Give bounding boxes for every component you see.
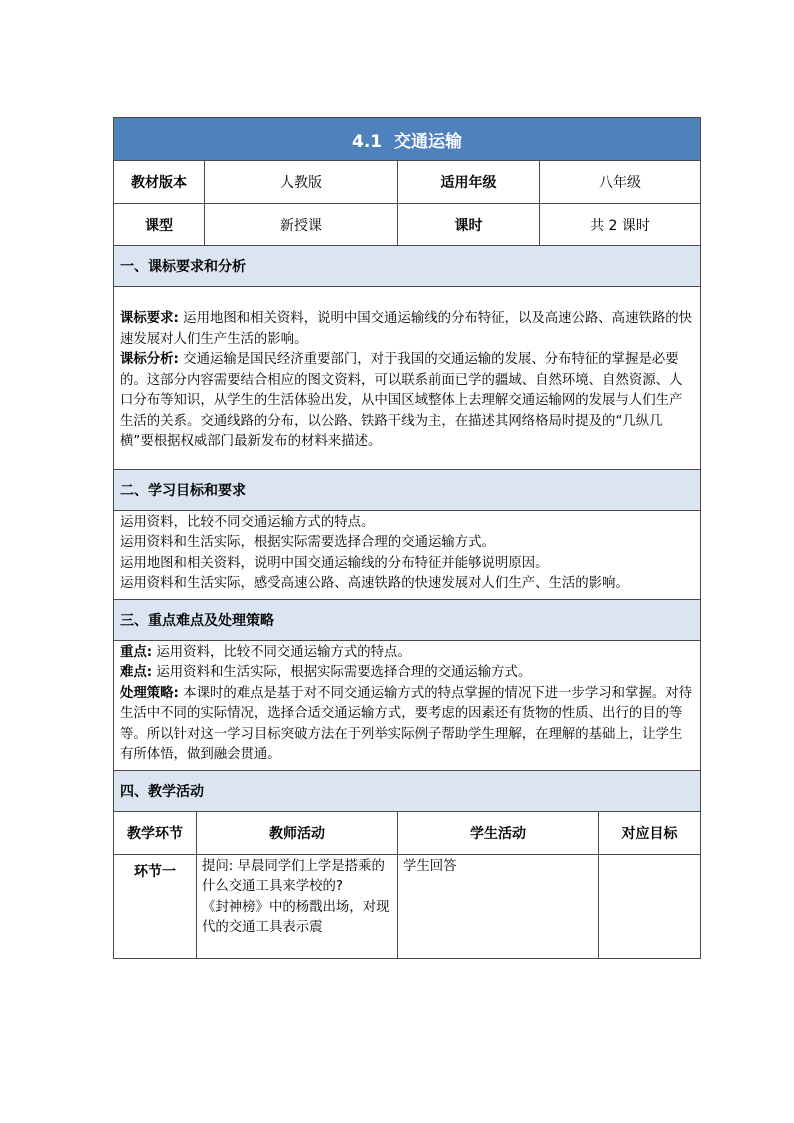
label-textbook-version: 教材版本 [114, 161, 205, 204]
strategy [120, 684, 694, 766]
title-number: 4.1 [352, 131, 383, 152]
standards-analysis [120, 350, 694, 453]
label-grade: 适用年级 [398, 161, 540, 204]
standards-req-label: 课标要求: [120, 311, 179, 326]
strategy-label: 处理策略: [120, 685, 179, 701]
value-textbook-version: 人教版 [205, 161, 398, 204]
section-body-standards [114, 287, 701, 470]
section-heading-objectives: 二、学习目标和要求 [114, 469, 701, 510]
key-point-label: 重点: [120, 644, 153, 660]
difficult-point [120, 663, 694, 684]
col-header-student: 学生活动 [398, 811, 599, 854]
difficult-point-text: 运用资料和生活实际，根据实际需要选择合理的交通运输方式。 [152, 665, 532, 680]
value-periods: 共 2 课时 [540, 204, 701, 246]
key-point [120, 643, 694, 664]
section-body-objectives [114, 510, 701, 599]
label-lesson-type: 课型 [114, 204, 205, 246]
standards-req-text: 运用地图和相关资料，说明中国交通运输线的分布特征，以及高速公路、高速铁路的快速发展对人们生产生活的影响。 [120, 311, 693, 347]
section-heading-activities: 四、教学活动 [114, 770, 701, 811]
page-title [114, 118, 701, 161]
activity-goal [599, 854, 701, 958]
value-grade: 八年级 [540, 161, 701, 204]
col-header-goal: 对应目标 [599, 811, 701, 854]
strategy-text: 本课时的难点是基于对不同交通运输方式的特点掌握的情况下进一步学习和掌握。对待生活中不同的实际情况，选择合适交通运输方式，要考虑的因素还有货物的性质、出行的目的等等。所以针对这一学习目标突破方法在于列举实际例子帮助学生理解，在理解的基础上，让学生有所体悟，做到融会贯通。 [120, 685, 693, 762]
objective-line: 运用资料，比较不同交通运输方式的特点。 [120, 514, 375, 530]
objective-line: 运用资料和生活实际，根据实际需要选择合理的交通运输方式。 [120, 535, 495, 550]
section-heading-standards: 一、课标要求和分析 [114, 246, 701, 287]
col-header-teacher: 教师活动 [197, 811, 398, 854]
difficult-point-label: 难点: [120, 665, 153, 680]
activity-student: 学生回答 [398, 854, 599, 958]
activity-teacher: 提问: 早晨同学们上学是搭乘的什么交通工具来学校的? 《封神榜》中的杨戬出场，对现代的交通工具表示震 [197, 854, 398, 958]
lesson-plan-table [113, 117, 701, 959]
section-heading-keypoints: 三、重点难点及处理策略 [114, 599, 701, 640]
standards-ana-label: 课标分析: [120, 352, 179, 367]
lesson-plan-sheet [113, 117, 700, 959]
label-periods: 课时 [398, 204, 540, 246]
title-text: 交通运输 [394, 131, 463, 152]
objective-line: 运用地图和相关资料，说明中国交通运输线的分布特征并能够说明原因。 [120, 555, 549, 571]
objective-line: 运用资料和生活实际，感受高速公路、高速铁路的快速发展对人们生产、生活的影响。 [120, 576, 629, 591]
activity-stage: 环节一 [114, 854, 197, 958]
standards-requirement [120, 309, 694, 350]
key-point-text: 运用资料，比较不同交通运输方式的特点。 [152, 644, 411, 660]
col-header-stage: 教学环节 [114, 811, 197, 854]
value-lesson-type: 新授课 [205, 204, 398, 246]
section-body-keypoints [114, 640, 701, 770]
standards-ana-text: 交通运输是国民经济重要部门，对于我国的交通运输的发展、分布特征的掌握是必要的。这部分内容需要结合相应的图文资料，可以联系前面已学的疆域、自然环境、自然资源、人口分布等知识，从学生的生活体验出发，从中国区域整体上去理解交通运输网的发展与人们生产生活的关系。交通线路的分布，以公路、铁路干线为主，在描述其网络格局时提及的“几纵几横”要根据权威部门最新发布的材料来描述。 [120, 352, 683, 449]
